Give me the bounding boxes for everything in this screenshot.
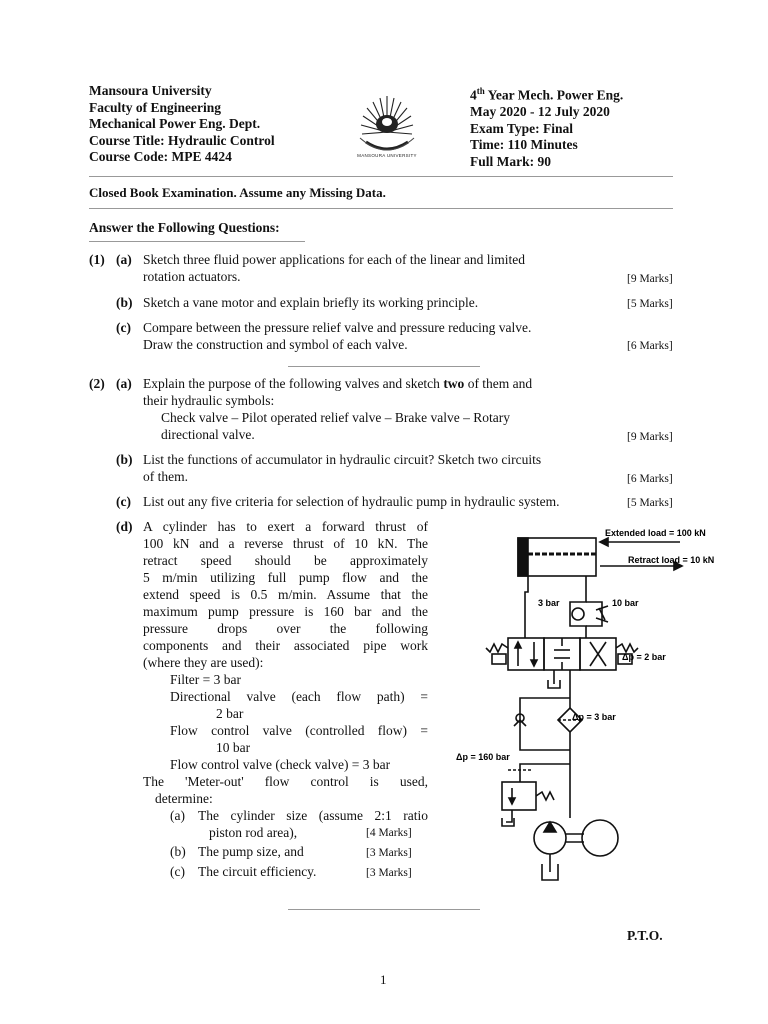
text-line: (where they are used):: [143, 655, 264, 670]
question-number: (1): [89, 252, 105, 267]
page-number: 1: [380, 972, 387, 987]
part-label: (c): [116, 494, 131, 509]
course-code: Course Code: MPE 4424: [89, 149, 232, 164]
dp-160bar-label: Δp = 160 bar: [456, 752, 510, 762]
flow-drop-value: 10 bar: [216, 740, 251, 755]
marks: [6 Marks]: [627, 473, 673, 485]
pressure-10bar-label: 10 bar: [612, 598, 639, 608]
dcv-left-block: [508, 638, 544, 670]
part-text: Check valve – Pilot operated relief valve – Brake valve – Rotary: [161, 410, 511, 425]
filter-drop: Filter = 3 bar: [170, 672, 241, 687]
university-logo: [352, 80, 422, 162]
right-spring: [616, 644, 638, 652]
text-line: extend speed is 0.5 m/min. Assume that the: [143, 587, 428, 602]
directional-drop-value: 2 bar: [216, 706, 244, 721]
marks: [3 Marks]: [366, 847, 412, 859]
cylinder-body: [518, 538, 596, 576]
part-text: their hydraulic symbols:: [143, 393, 275, 408]
divider: [89, 241, 305, 242]
text-line: retract speed should be approximately: [143, 553, 428, 568]
sub-label: (c): [170, 864, 185, 879]
relief-valve: [502, 782, 536, 810]
text-line: pressure drops over the following: [143, 621, 428, 636]
dp-2bar-label: Δp = 2 bar: [622, 652, 666, 662]
full-mark: Full Mark: 90: [470, 153, 551, 169]
part-label: (a): [116, 376, 132, 391]
left-spring: [486, 644, 508, 652]
cylinder-piston: [518, 538, 528, 576]
part-text: of them.: [143, 469, 188, 484]
part-text: Explain the purpose of the following valves and sketch two of them and: [143, 376, 533, 391]
faculty-name: Faculty of Engineering: [89, 99, 221, 115]
question-1: [89, 251, 689, 361]
rod-end-line: [570, 576, 586, 638]
dp-3bar-label: Δp = 3 bar: [572, 712, 616, 722]
notice: Closed Book Examination. Assume any Missing Data.: [89, 185, 386, 200]
marks: [9 Marks]: [627, 273, 673, 285]
university-name: Mansoura University: [89, 83, 212, 98]
retract-load-label: Retract load = 10 kN: [628, 555, 715, 565]
header-right: [470, 83, 623, 170]
part-text: Sketch three fluid power applications for each of the linear and limited: [143, 252, 525, 267]
pto: P.T.O.: [627, 928, 663, 943]
sub-label: (a): [170, 808, 185, 823]
divider: [288, 366, 480, 367]
question-2d: [89, 518, 434, 888]
part-label: (b): [116, 452, 133, 467]
divider: [89, 176, 673, 177]
sub-text: The cylinder size (assume 2:1 ratio: [198, 808, 428, 823]
marks: [5 Marks]: [627, 497, 673, 509]
text-line: components and their associated pipe work: [143, 638, 428, 653]
directional-drop: Directional valve (each flow path) =: [170, 689, 428, 704]
cap-end-line: [525, 576, 528, 638]
sub-text: The circuit efficiency.: [198, 864, 317, 879]
determine-line: determine:: [155, 791, 213, 806]
marks: [4 Marks]: [366, 827, 412, 839]
text-line: maximum pump pressure is 160 bar and the: [143, 604, 428, 619]
part-text: directional valve.: [161, 427, 255, 442]
check-drop: Flow control valve (check valve) = 3 bar: [170, 757, 391, 772]
marks: [6 Marks]: [627, 340, 673, 352]
part-text: List out any five criteria for selection of hydraulic pump in hydraulic system.: [143, 494, 560, 509]
part-text: List the functions of accumulator in hydraulic circuit? Sketch two circuits: [143, 452, 542, 467]
flow-drop: Flow control valve (controlled flow) =: [170, 723, 428, 738]
hydraulic-circuit: [450, 520, 730, 890]
sub-label: (b): [170, 844, 186, 859]
marks: [5 Marks]: [627, 298, 673, 310]
logo-lettering: MANSOURA UNIVERSITY: [357, 153, 417, 158]
marks: [3 Marks]: [366, 867, 412, 879]
part-label: (b): [116, 295, 133, 310]
meter-out-line: The 'Meter-out' flow control is used,: [143, 774, 428, 789]
text-line: A cylinder has to exert a forward thrust of: [143, 519, 428, 534]
extended-load-label: Extended load = 100 kN: [605, 528, 706, 538]
divider: [89, 208, 673, 209]
text-line: 100 kN and a reverse thrust of 10 kN. The: [143, 536, 428, 551]
course-title: Course Title: Hydraulic Control: [89, 132, 275, 148]
motor: [582, 820, 618, 856]
part-d-text: [143, 518, 428, 654]
sub-text: piston rod area),: [209, 825, 298, 840]
part-text: rotation actuators.: [143, 269, 241, 284]
question-2: [89, 375, 689, 515]
part-label: (d): [116, 519, 133, 534]
exam-time: Time: 110 Minutes: [470, 137, 578, 152]
part-text: Draw the construction and symbol of each valve.: [143, 337, 408, 352]
sub-text: The pump size, and: [198, 844, 304, 859]
part-text: Compare between the pressure relief valve and pressure reducing valve.: [143, 320, 532, 335]
department-name: Mechanical Power Eng. Dept.: [89, 116, 261, 131]
text-line: 5 m/min utilizing full pump flow and the: [143, 570, 428, 585]
header-left: [89, 83, 275, 166]
marks: [9 Marks]: [627, 431, 673, 443]
part-text: Sketch a vane motor and explain briefly its working principle.: [143, 295, 479, 310]
question-number: (2): [89, 376, 105, 391]
exam-dates: May 2020 - 12 July 2020: [470, 104, 610, 119]
year-line: 4th Year Mech. Power Eng.: [470, 86, 624, 103]
pressure-3bar-label: 3 bar: [538, 598, 560, 608]
exam-type: Exam Type: Final: [470, 120, 574, 136]
instructions: Answer the Following Questions:: [89, 220, 280, 235]
circuit-svg: [450, 520, 730, 890]
part-label: (a): [116, 252, 132, 267]
divider: [288, 909, 480, 910]
part-label: (c): [116, 320, 131, 335]
